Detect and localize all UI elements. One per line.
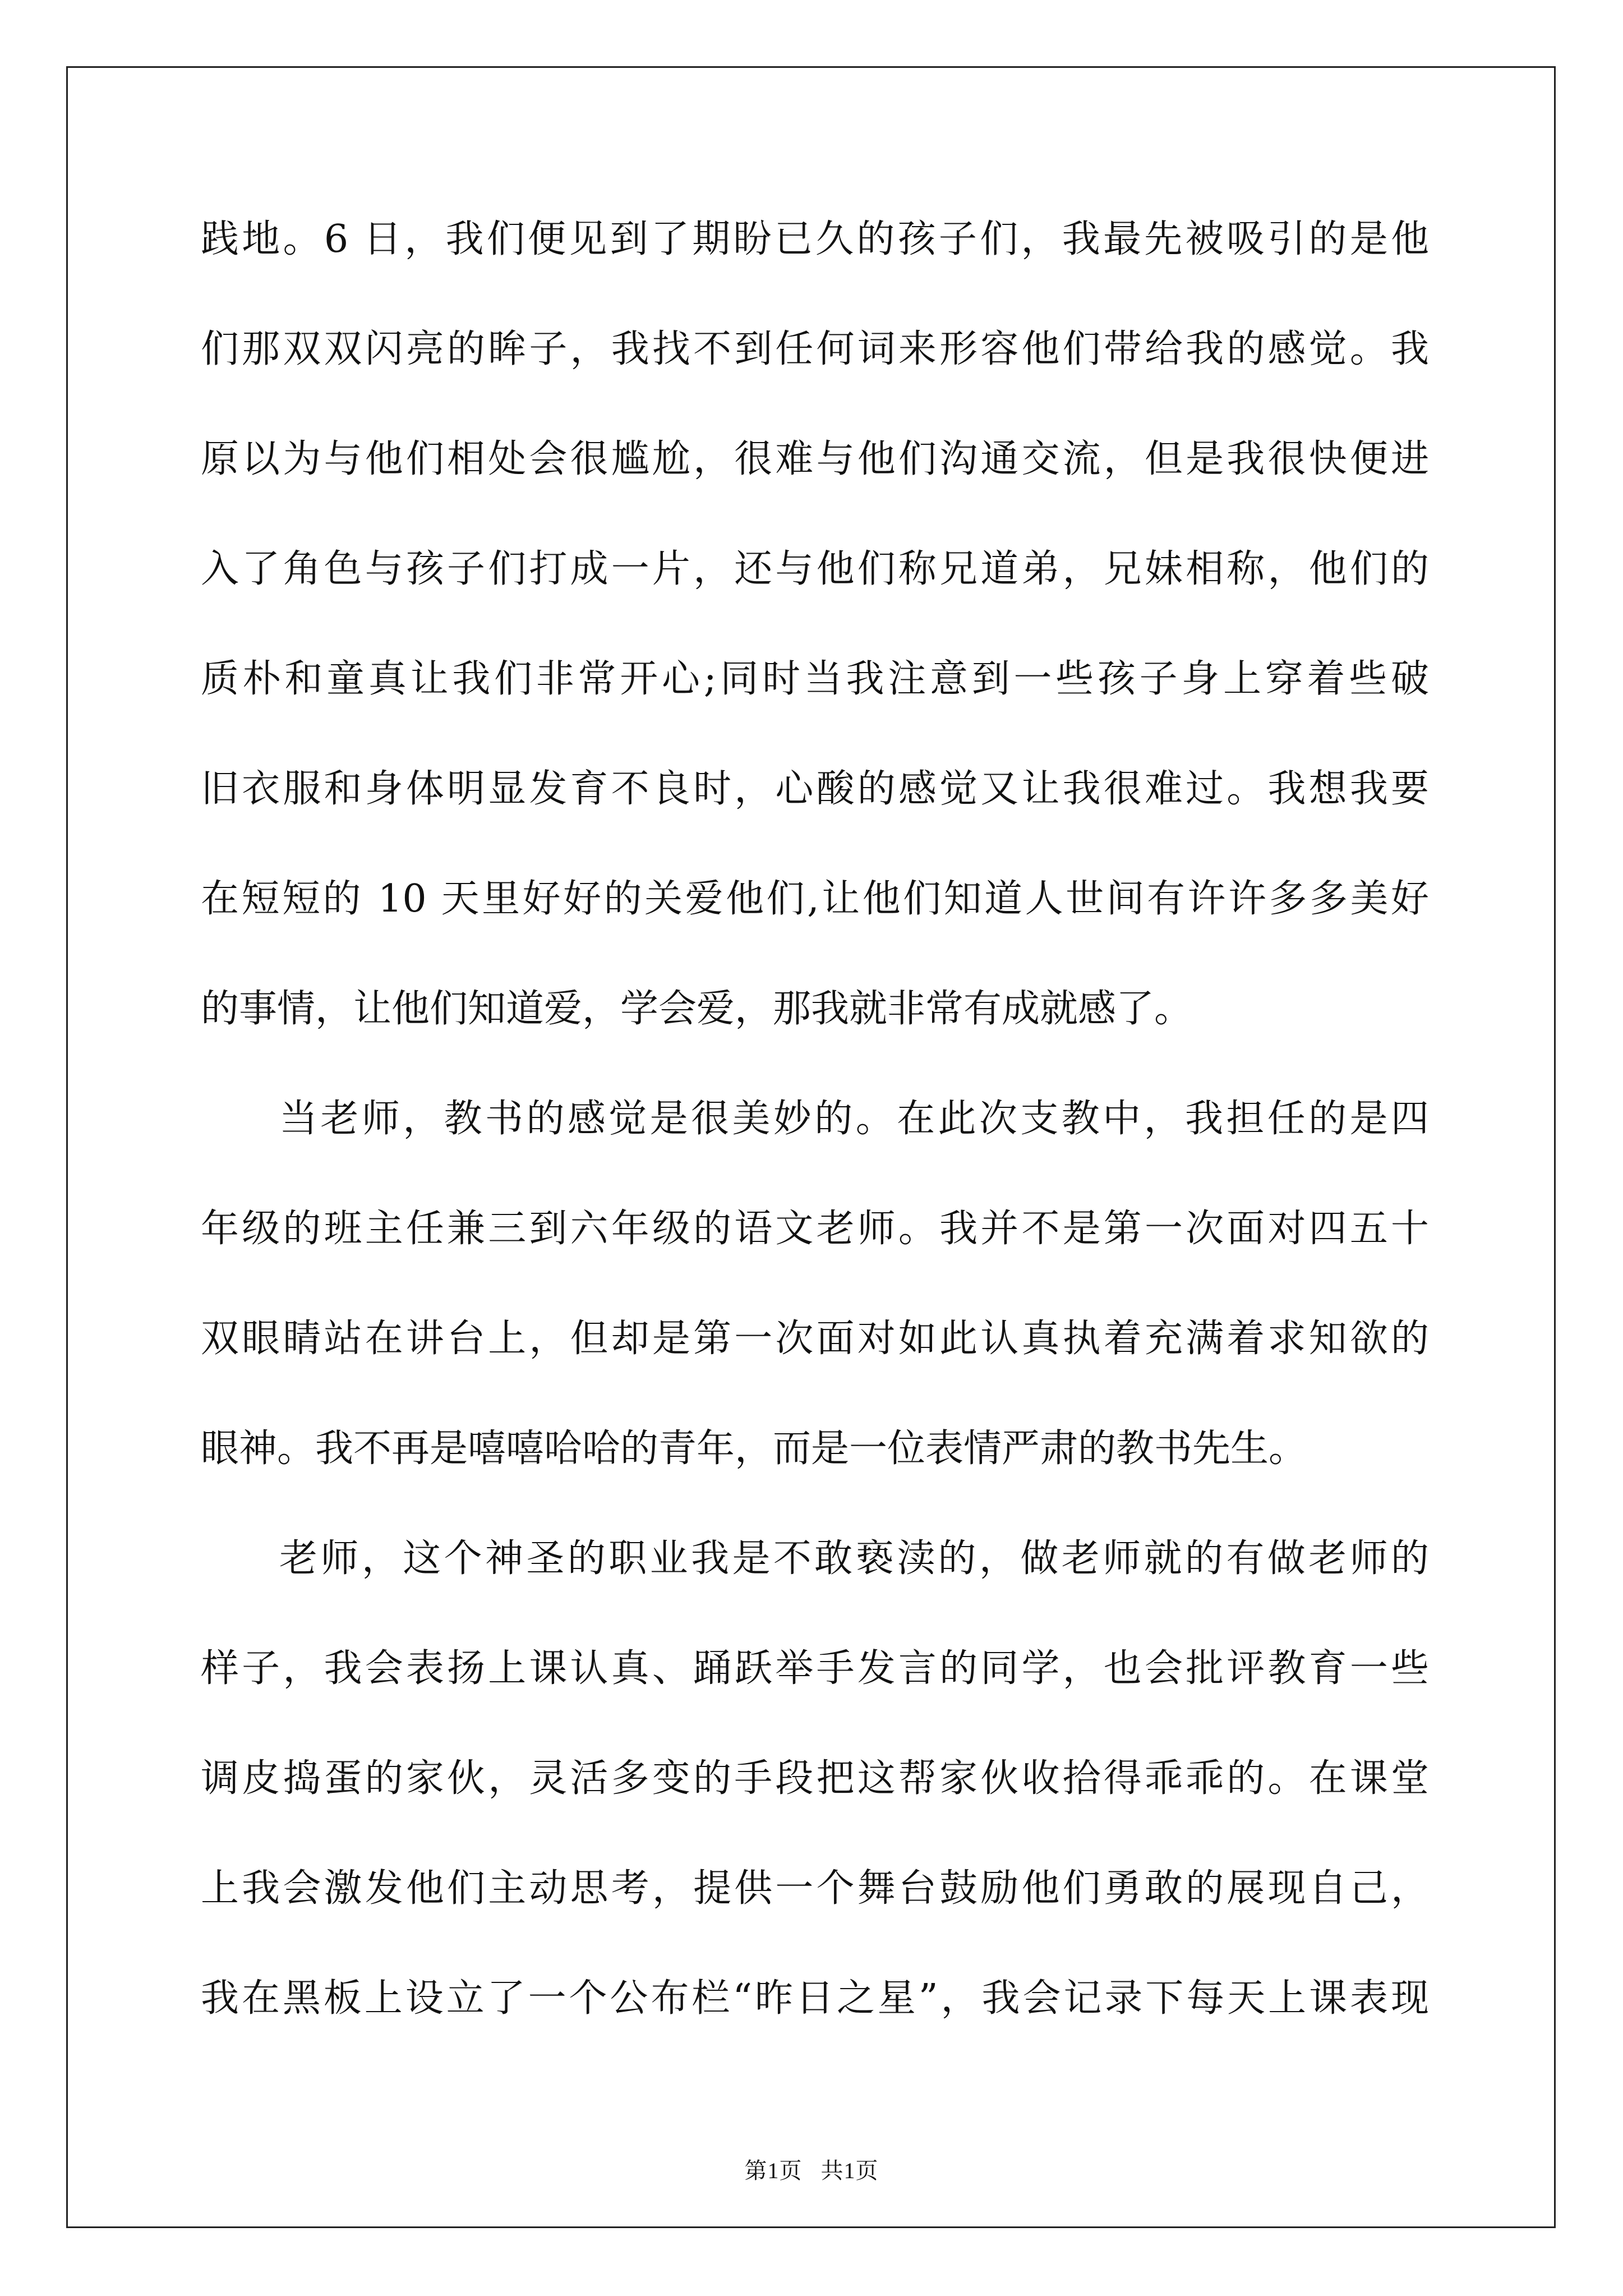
text-line-14: 样子，我会表扬上课认真、踊跃举手发言的同学，也会批评教育一些	[201, 1646, 1429, 1691]
text-line-1: 践地。6 日，我们便见到了期盼已久的孩子们，我最先被吸引的是他	[201, 217, 1429, 261]
text-line-8: 的事情，让他们知道爱，学会爱，那我就非常有成就感了。	[201, 987, 1193, 1031]
text-line-3: 原以为与他们相处会很尴尬，很难与他们沟通交流，但是我很快便进	[201, 437, 1429, 481]
text-line-12: 眼神。我不再是嘻嘻哈哈的青年，而是一位表情严肃的教书先生。	[201, 1427, 1307, 1471]
document-body	[201, 211, 1429, 2081]
page-footer	[0, 2153, 1623, 2185]
text-line-9: 当老师，教书的感觉是很美妙的。在此次支教中，我担任的是四	[279, 1097, 1429, 1141]
text-line-15: 调皮捣蛋的家伙，灵活多变的手段把这帮家伙收拾得乖乖的。在课堂	[201, 1756, 1429, 1801]
text-line-4: 入了角色与孩子们打成一片，还与他们称兄道弟，兄妹相称，他们的	[201, 547, 1429, 591]
text-line-6: 旧衣服和身体明显发育不良时，心酸的感觉又让我很难过。我想我要	[201, 767, 1429, 811]
text-line-10: 年级的班主任兼三到六年级的语文老师。我并不是第一次面对四五十	[201, 1207, 1429, 1251]
text-line-5: 质朴和童真让我们非常开心;同时当我注意到一些孩子身上穿着些破	[201, 657, 1429, 701]
text-line-17: 我在黑板上设立了一个公布栏“昨日之星”，我会记录下每天上课表现	[201, 1976, 1429, 2021]
text-line-7: 在短短的 10 天里好好的关爱他们,让他们知道人世间有许许多多美好	[201, 877, 1429, 921]
page-number-label: 第1页 共1页	[744, 2158, 879, 2183]
text-line-13: 老师，这个神圣的职业我是不敢亵渎的，做老师就的有做老师的	[279, 1536, 1429, 1581]
text-line-11: 双眼睛站在讲台上，但却是第一次面对如此认真执着充满着求知欲的	[201, 1317, 1429, 1361]
text-line-16: 上我会激发他们主动思考，提供一个舞台鼓励他们勇敢的展现自己，	[201, 1866, 1429, 1911]
text-line-2: 们那双双闪亮的眸子，我找不到任何词来形容他们带给我的感觉。我	[201, 327, 1429, 371]
